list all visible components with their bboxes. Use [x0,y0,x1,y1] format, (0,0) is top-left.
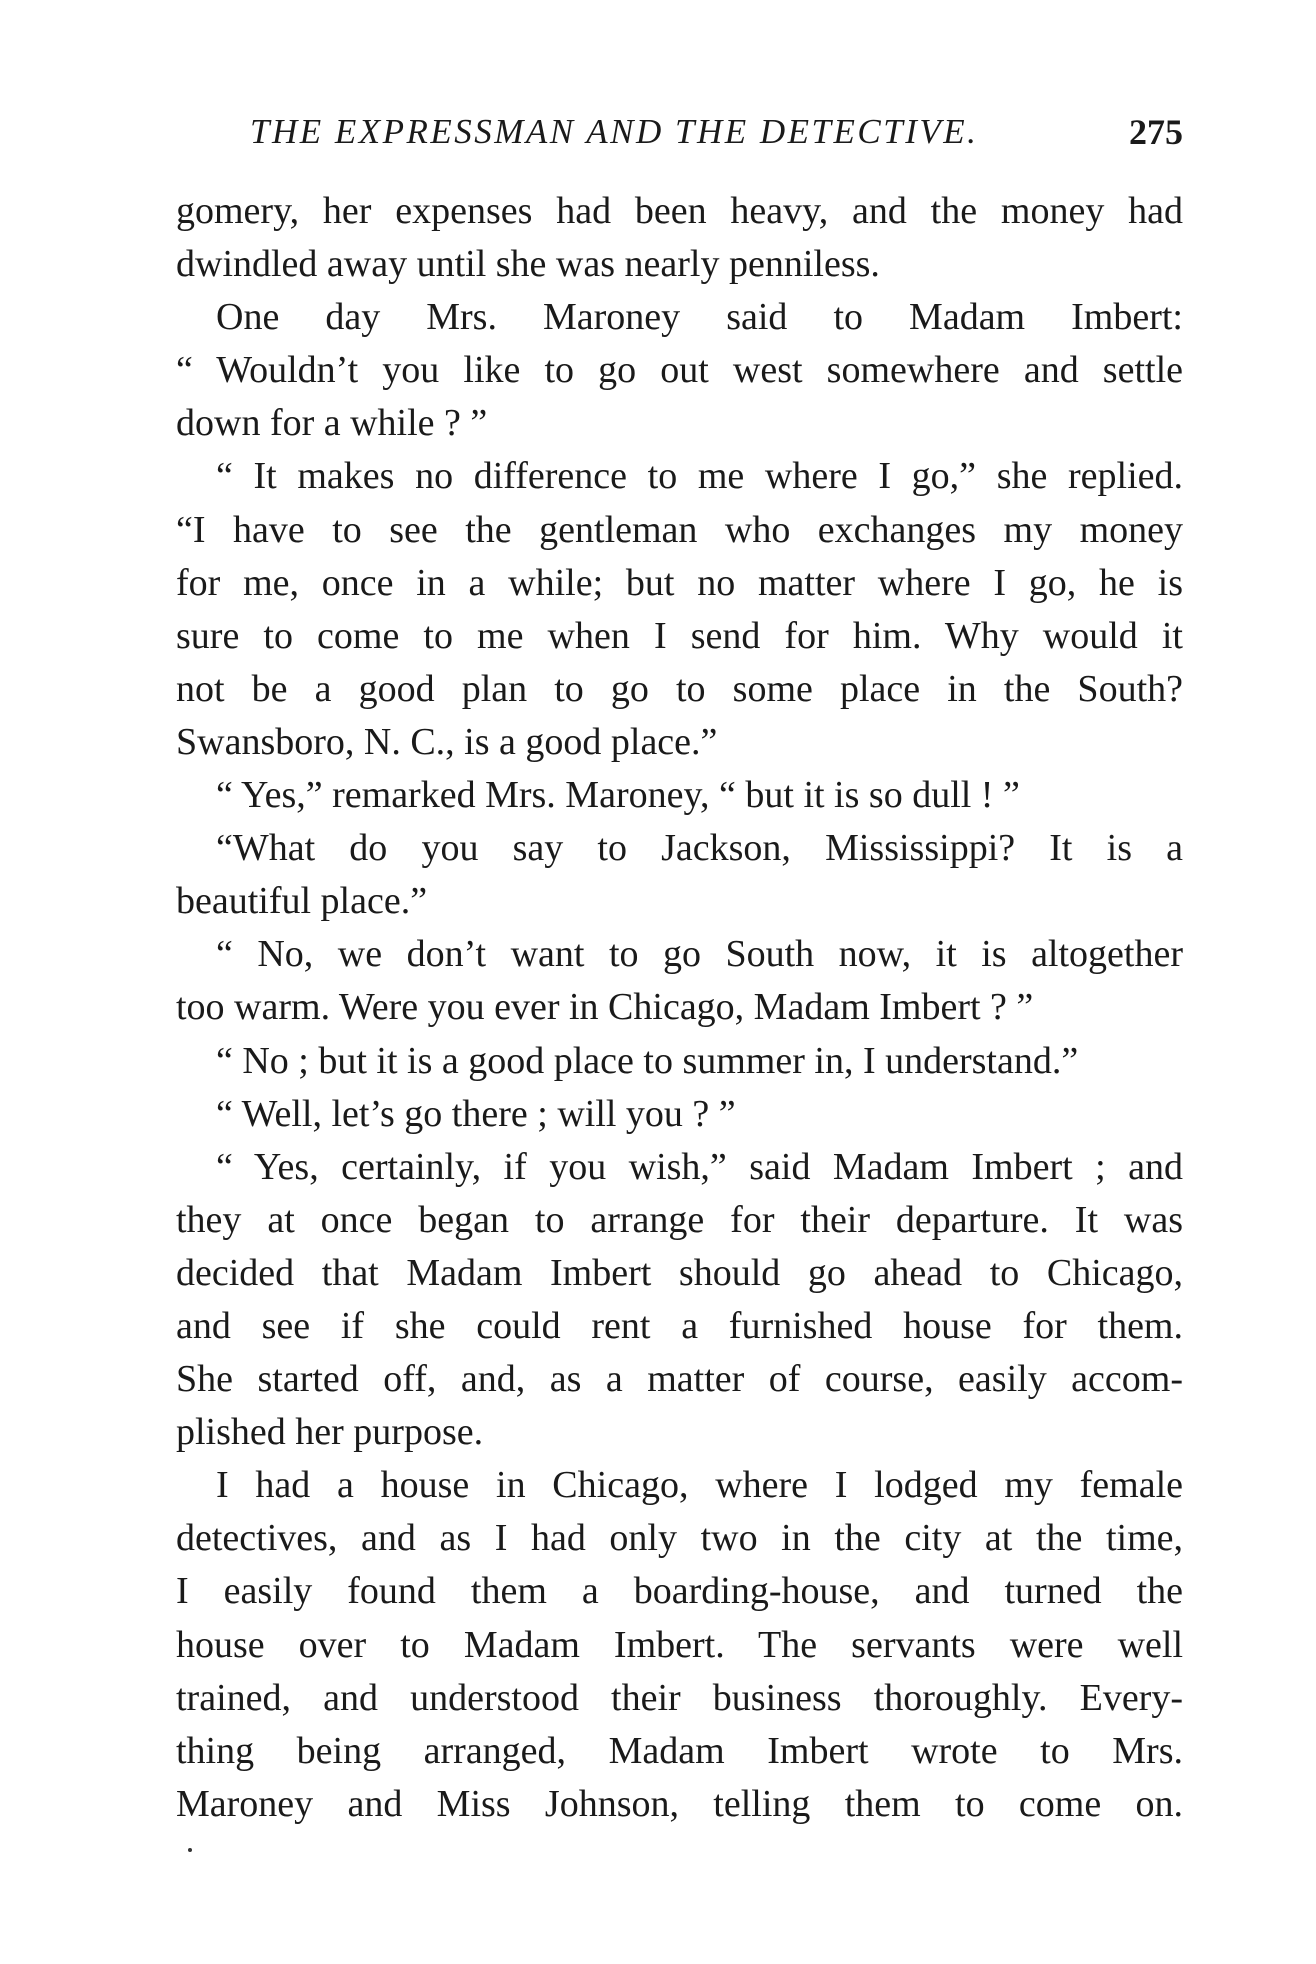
text-line: beautiful place.” [176,880,428,923]
text-line: I had a house in Chicago, where I lodged my female [216,1464,1183,1507]
text-line: “ Well, let’s go there ; will you ? ” [216,1092,736,1135]
text-line: decided that Madam Imbert should go ahead to Chicago, [176,1251,1183,1294]
text-line: for me, once in a while; but no matter where I go, he is [176,561,1183,604]
text-line: down for a while ? ” [176,402,488,445]
text-line: thing being arranged, Madam Imbert wrote to Mrs. [176,1729,1183,1772]
text-line: gomery, her expenses had been heavy, and the money had [176,190,1183,232]
text-line: “ Wouldn’t you like to go out west somewhere and settle [176,349,1183,392]
text-line: “What do you say to Jackson, Mississippi? It is a [216,827,1183,870]
body-text [176,185,1183,1831]
text-line: “ Yes, certainly, if you wish,” said Madam Imbert ; and [216,1145,1183,1188]
text-line: dwindled away until she was nearly penniless. [176,243,880,286]
text-line: She started off, and, as a matter of course, easily accom- [176,1358,1183,1401]
text-line: “ No ; but it is a good place to summer in, I understand.” [216,1039,1079,1082]
text-line: sure to come to me when I send for him. Why would it [176,614,1183,657]
text-line: plished her purpose. [176,1411,484,1454]
text-line: trained, and understood their business thoroughly. Every- [176,1676,1183,1719]
margin-dot [188,1848,192,1852]
text-line: house over to Madam Imbert. The servants were well [176,1623,1183,1666]
running-title: THE EXPRESSMAN AND THE DETECTIVE. [250,112,979,151]
running-head [176,112,1183,152]
text-line: “I have to see the gentleman who exchanges my money [176,508,1183,551]
text-line: “ It makes no difference to me where I go,” she replied. [216,455,1183,498]
text-line: and see if she could rent a furnished house for them. [176,1304,1183,1347]
text-line: Maroney and Miss Johnson, telling them to come on. [176,1782,1183,1825]
text-line: too warm. Were you ever in Chicago, Madam Imbert ? ” [176,986,1034,1029]
text-line: One day Mrs. Maroney said to Madam Imbert: [216,296,1183,339]
text-line: “ Yes,” remarked Mrs. Maroney, “ but it is so dull ! ” [216,774,1020,817]
text-line: detectives, and as I had only two in the city at the time, [176,1517,1183,1560]
text-line: not be a good plan to go to some place in the South? [176,667,1183,710]
text-line: “ No, we don’t want to go South now, it is altogether [216,933,1183,976]
text-line: Swansboro, N. C., is a good place.” [176,720,718,763]
page-number: 275 [1129,112,1183,152]
text-line: they at once began to arrange for their departure. It was [176,1198,1183,1241]
text-line: I easily found them a boarding-house, and turned the [176,1570,1183,1613]
